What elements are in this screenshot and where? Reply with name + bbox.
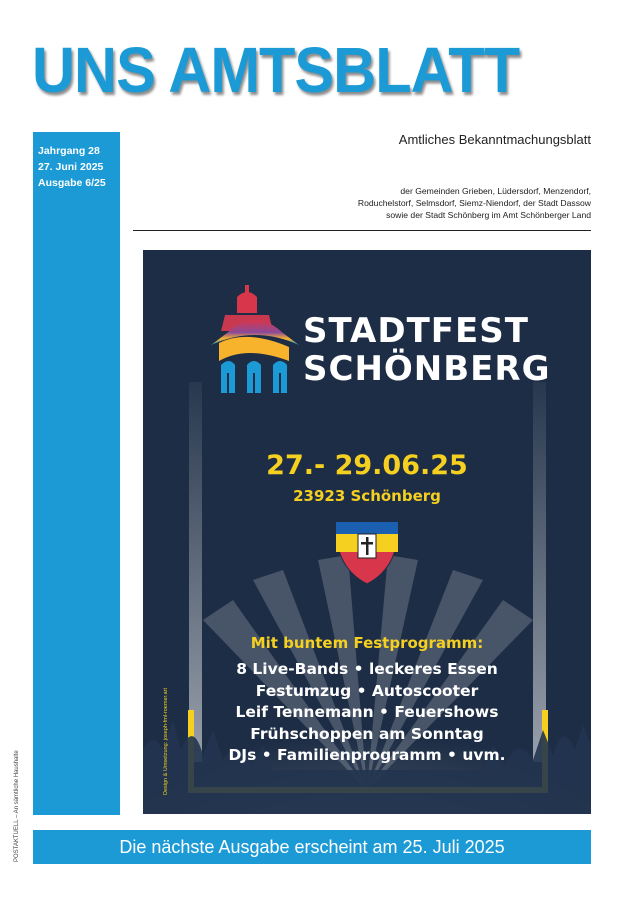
municipalities-line: der Gemeinden Grieben, Lüdersdorf, Menzendorf, — [400, 186, 591, 196]
footer-bar — [33, 830, 591, 864]
municipalities-line: sowie der Stadt Schönberg im Amt Schönberger Land — [386, 210, 591, 220]
municipalities-line: Roduchelstorf, Selmsdorf, Siemz-Niendorf, der Stadt Dassow — [357, 198, 591, 208]
program-heading: Mit buntem Festprogramm: — [250, 634, 484, 652]
issue-date: 27. Juni 2025 — [38, 161, 104, 173]
side-bar — [33, 132, 120, 815]
issue-info — [38, 143, 106, 191]
stadtfest-logo — [211, 285, 299, 393]
stadtfest-poster — [143, 250, 591, 814]
program-list — [143, 659, 591, 767]
issue-volume: Jahrgang 28 — [38, 145, 100, 157]
program-line: DJs • Familienprogramm • uvm. — [228, 746, 506, 764]
poster-title — [303, 312, 550, 388]
municipalities-list — [271, 185, 591, 221]
program-line: Leif Tennemann • Feuershows — [235, 703, 499, 721]
issue-edition: Ausgabe 6/25 — [38, 177, 106, 189]
poster-dates: 27.- 29.06.25 — [266, 450, 468, 481]
next-issue-notice: Die nächste Ausgabe erscheint am 25. Juli 2025 — [119, 836, 505, 857]
publication-subtitle: Amtliches Bekanntmachungsblatt — [398, 132, 591, 147]
program-line: Frühschoppen am Sonntag — [250, 724, 484, 743]
masthead-title: UNS AMTSBLATT — [32, 34, 520, 106]
distribution-note: POSTAKTUELL – An sämtliche Haushalte — [14, 750, 20, 862]
header-divider — [133, 230, 591, 231]
poster-credit: Design & Umsetzung: joseph-fml-roemer.art — [163, 688, 169, 795]
masthead — [32, 30, 594, 110]
poster-title-line: STADTFEST — [303, 311, 529, 351]
poster-title-line: SCHÖNBERG — [303, 349, 551, 389]
program-line: Festumzug • Autoscooter — [255, 681, 479, 700]
poster-place: 23923 Schönberg — [293, 487, 441, 505]
program-line: 8 Live-Bands • leckeres Essen — [236, 660, 498, 678]
